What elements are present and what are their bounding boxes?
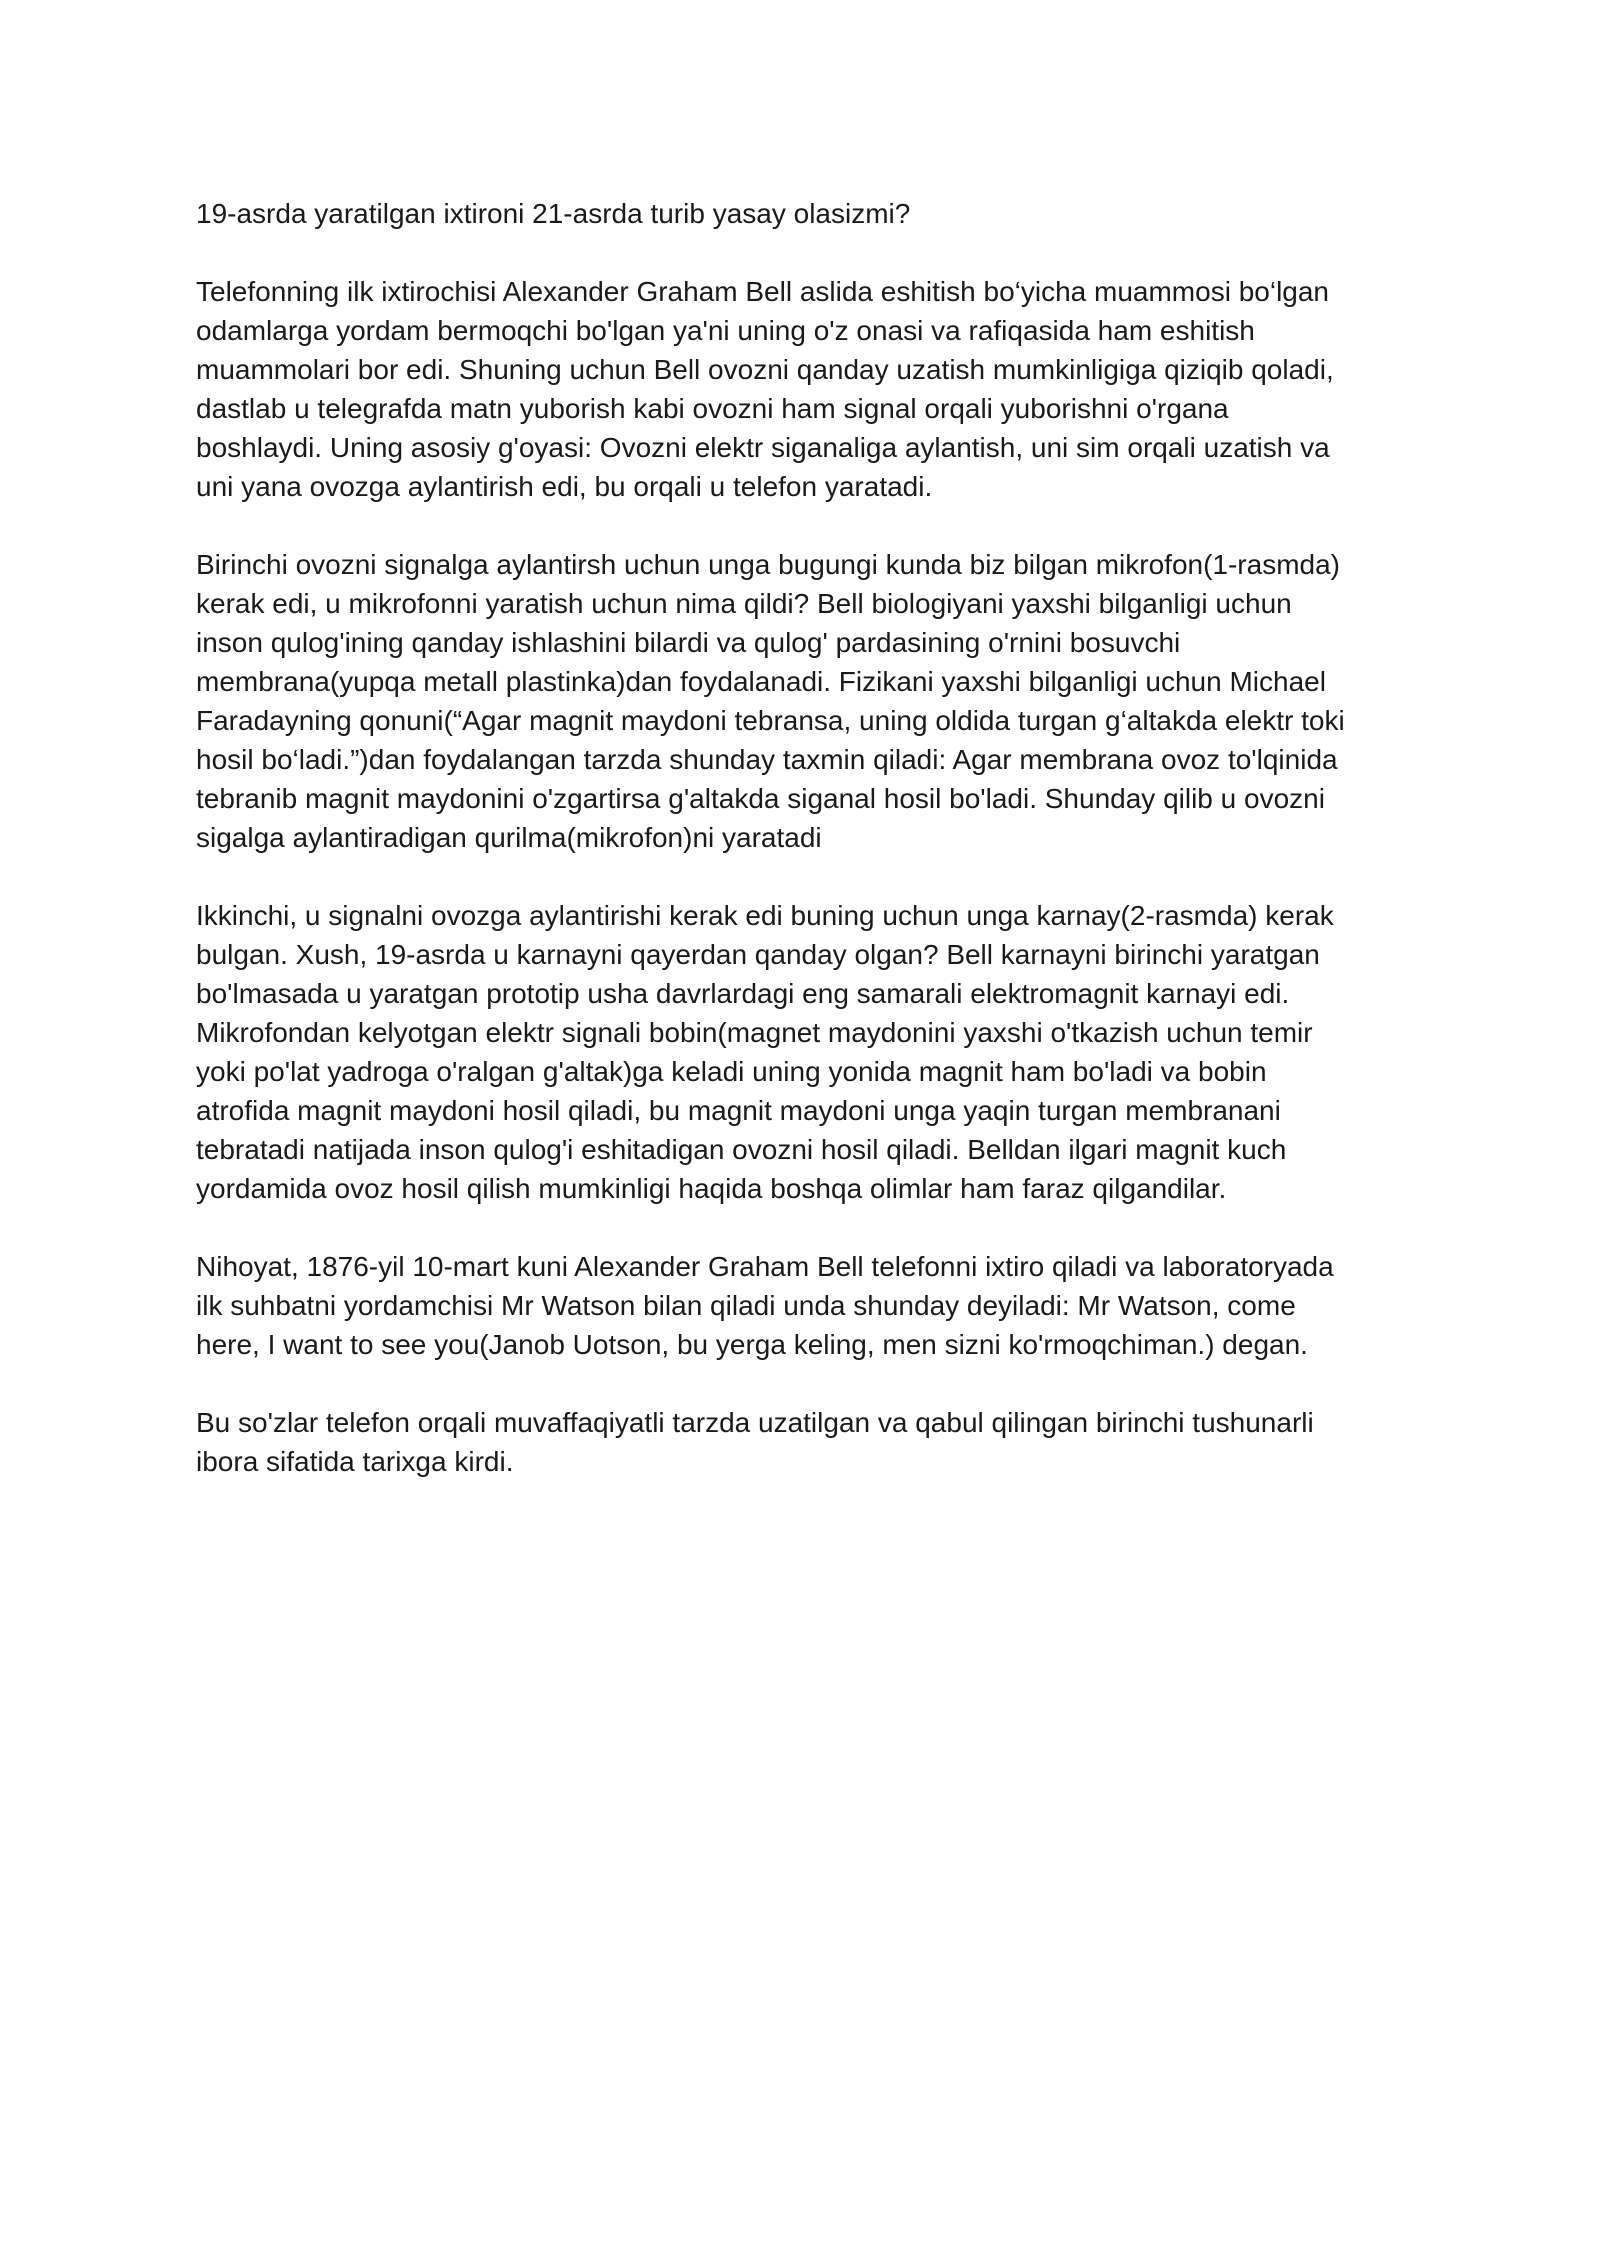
paragraph-microphone: Birinchi ovozni signalga aylantirsh uchun unga bugungi kunda biz bilgan mikrofon(1-rasmda) kerak edi, u mikrofonni yaratish uchun nima qildi? Bell biologiyani yaxshi bilganligi uchun inson qulog'ining qanday ishlashini bilardi va qulog' pardasining o'rnini bosuvchi membrana(yupqa metall plastinka)dan foydalanadi. Fizikani yaxshi bilganligi uchun Michael Faradayning qonuni(“Agar magnit maydoni tebransa, uning oldida turgan g‘altakda elektr toki hosil bo‘ladi.”)dan foydalangan tarzda shunday taxmin qiladi: Agar membrana ovoz to'lqinida tebranib magnit maydonini o'zgartirsa g'altakda siganal hosil bo'ladi. Shunday qilib u ovozni sigalga aylantiradigan qurilma(mikrofon)ni yaratadi	[196, 549, 1345, 853]
paragraph-first-call: Nihoyat, 1876-yil 10-mart kuni Alexander Graham Bell telefonni ixtiro qiladi va laboratoryada ilk suhbatni yordamchisi Mr Watson bilan qiladi unda shunday deyiladi: Mr Watson, come here, I want to see you(Janob Uotson, bu yerga keling, men sizni ko'rmoqchiman.) degan.	[196, 1251, 1334, 1360]
paragraph-history: Bu so'zlar telefon orqali muvaffaqiyatli tarzda uzatilgan va qabul qilingan birinchi tushunarli ibora sifatida tarixga kirdi.	[196, 1407, 1314, 1477]
paragraph-bell-background: Telefonning ilk ixtirochisi Alexander Graham Bell aslida eshitish bo‘yicha muammosi bo‘lgan odamlarga yordam bermoqchi bo'lgan ya'ni uning o'z onasi va rafiqasida ham eshitish muammolari bor edi. Shuning uchun Bell ovozni qanday uzatish mumkinligiga qiziqib qoladi, dastlab u telegrafda matn yuborish kabi ovozni ham signal orqali yuborishni o'rgana boshlaydi. Uning asosiy g'oyasi: Ovozni elektr siganaliga aylantish, uni sim orqali uzatish va uni yana ovozga aylantirish edi, bu orqali u telefon yaratadi.	[196, 276, 1334, 502]
document-body	[196, 194, 1416, 1520]
paragraph-speaker: Ikkinchi, u signalni ovozga aylantirishi kerak edi buning uchun unga karnay(2-rasmda) kerak bulgan. Xush, 19-asrda u karnayni qayerdan qanday olgan? Bell karnayni birinchi yaratgan bo'lmasada u yaratgan prototip usha davrlardagi eng samarali elektromagnit karnayi edi. Mikrofondan kelyotgan elektr signali bobin(magnet maydonini yaxshi o'tkazish uchun temir yoki po'lat yadroga o'ralgan g'altak)ga keladi uning yonida magnit ham bo'ladi va bobin atrofida magnit maydoni hosil qiladi, bu magnit maydoni unga yaqin turgan membranani tebratadi natijada inson qulog'i eshitadigan ovozni hosil qiladi. Belldan ilgari magnit kuch yordamida ovoz hosil qilish mumkinligi haqida boshqa olimlar ham faraz qilgandilar.	[196, 900, 1334, 1204]
document-title: 19-asrda yaratilgan ixtironi 21-asrda turib yasay olasizmi?	[196, 198, 911, 229]
